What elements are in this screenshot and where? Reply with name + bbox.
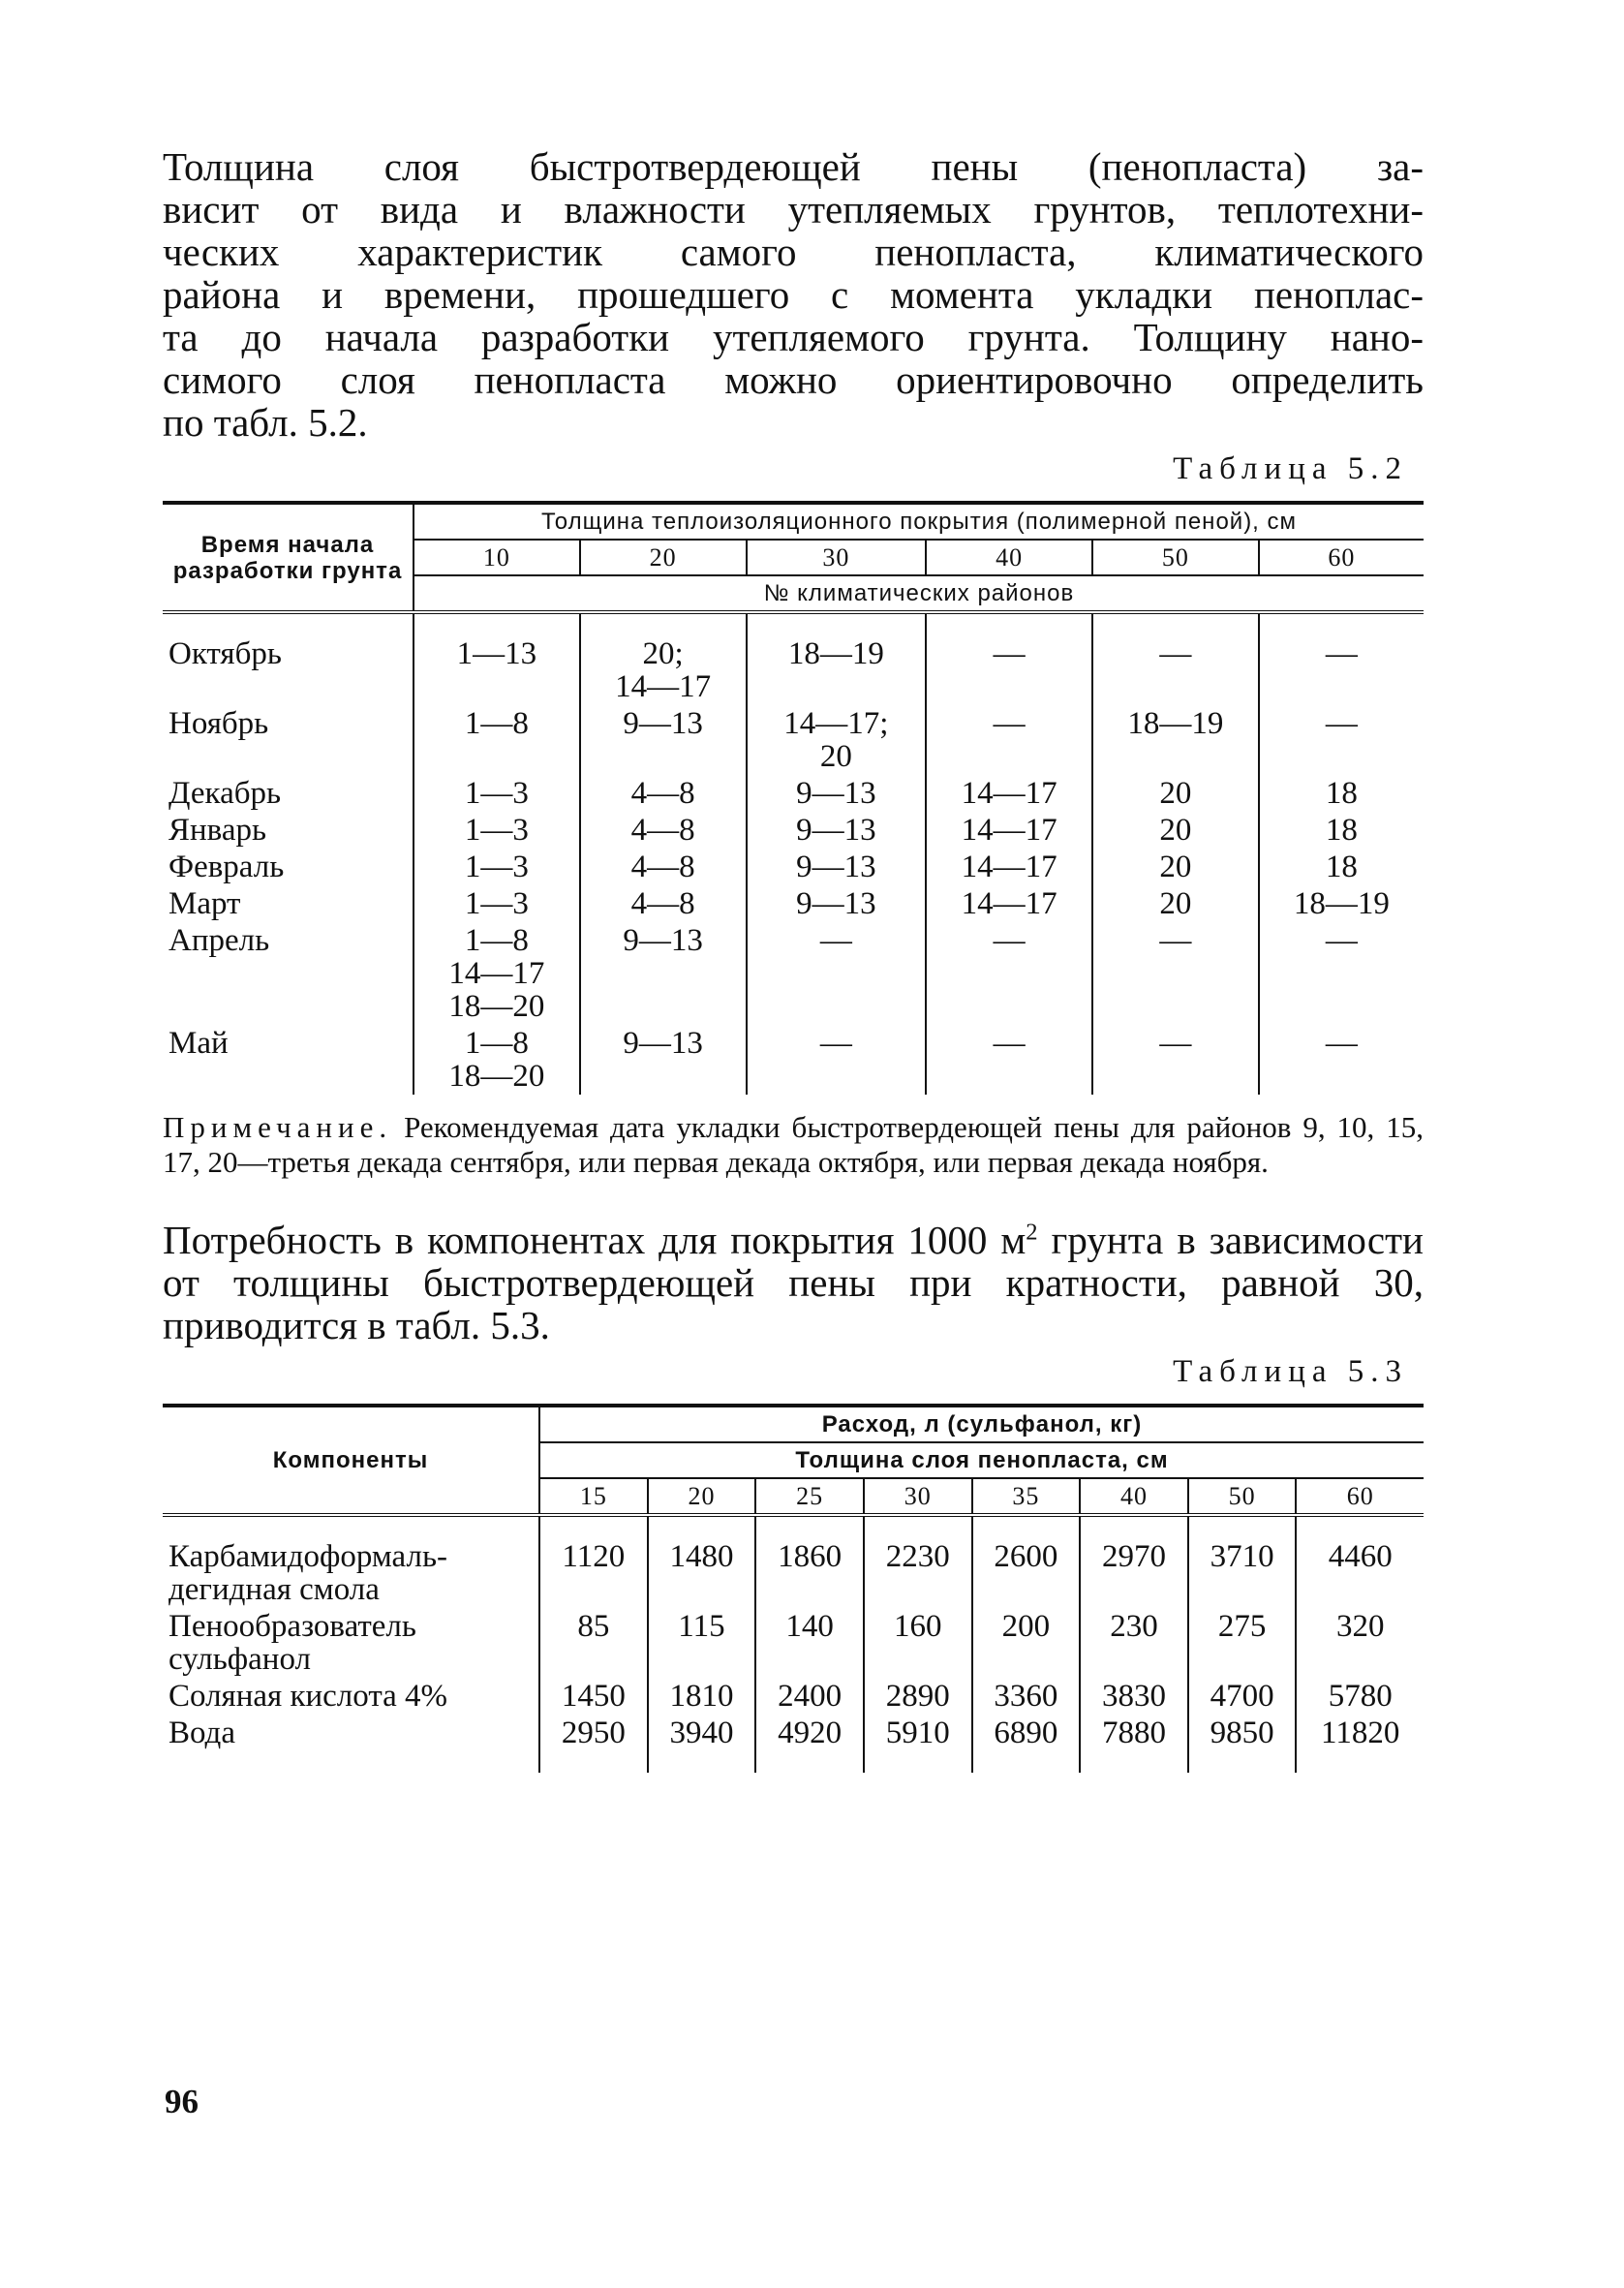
region-cell: 20; 14—17 — [580, 635, 747, 705]
value-cell: 115 — [648, 1608, 756, 1678]
value-cell: 1450 — [539, 1678, 648, 1715]
paragraph-line: та до начала разработки утепляемого грунта. Толщину нано- — [163, 315, 1424, 359]
region-cell: 4—8 — [580, 775, 747, 812]
paragraph-line: висит от вида и влажности утепляемых грунтов, теплотехни- — [163, 187, 1424, 232]
month-cell: Ноябрь — [169, 706, 269, 741]
paragraph-line: по табл. 5.2. — [163, 400, 368, 445]
region-cell: 18—19 — [1092, 705, 1259, 775]
region-cell: 1—3 — [414, 885, 580, 922]
value-cell: 5780 — [1296, 1678, 1424, 1715]
region-cell: 18 — [1259, 849, 1424, 885]
value-cell: 2230 — [864, 1538, 972, 1608]
table-row — [163, 812, 1424, 849]
table-row — [163, 849, 1424, 885]
thickness-header: 20 — [580, 540, 747, 575]
region-cell: — — [926, 635, 1092, 705]
month-cell: Апрель — [169, 923, 270, 958]
table-row — [163, 1715, 1424, 1751]
component-cell: Соляная кислота 4% — [169, 1679, 448, 1714]
region-cell: — — [747, 1025, 927, 1095]
table-row — [163, 705, 1424, 775]
region-cell: 4—8 — [580, 812, 747, 849]
month-cell: Март — [169, 886, 241, 921]
component-cell: Пенообразователь сульфанол — [169, 1609, 416, 1677]
region-cell: 9—13 — [747, 812, 927, 849]
region-cell: 9—13 — [747, 849, 927, 885]
value-cell: 85 — [539, 1608, 648, 1678]
value-cell: 3940 — [648, 1715, 756, 1751]
region-cell: 14—17; 20 — [747, 705, 927, 775]
thickness-header: 10 — [414, 540, 580, 575]
value-cell: 230 — [1080, 1608, 1188, 1678]
table-row — [163, 1025, 1424, 1095]
thickness-header: 60 — [1296, 1478, 1424, 1515]
table-5-3-header-components: Компоненты — [272, 1447, 429, 1473]
value-cell: 2950 — [539, 1715, 648, 1751]
region-cell: 9—13 — [747, 885, 927, 922]
component-cell: Вода — [169, 1716, 235, 1750]
thickness-header: 25 — [755, 1478, 864, 1515]
region-cell: 9—13 — [747, 775, 927, 812]
table-5-2 — [163, 501, 1424, 1095]
value-cell: 275 — [1188, 1608, 1297, 1678]
thickness-header: 40 — [926, 540, 1092, 575]
value-cell: 3360 — [972, 1678, 1081, 1715]
value-cell: 4700 — [1188, 1678, 1297, 1715]
region-cell: 1—13 — [414, 635, 580, 705]
region-cell: — — [1259, 705, 1424, 775]
table-5-3-header-thickness: Толщина слоя пенопласта, см — [539, 1442, 1424, 1478]
superscript: 2 — [1026, 1219, 1038, 1246]
region-cell: — — [926, 1025, 1092, 1095]
table-row — [163, 775, 1424, 812]
paragraph-line: Толщина слоя быстротвердеющей пены (пенопласта) за- — [163, 144, 1424, 189]
table-row — [163, 1678, 1424, 1715]
region-cell: 18 — [1259, 775, 1424, 812]
paragraph-text: Потребность в компонентах для покрытия 1000 м — [163, 1218, 1026, 1262]
table-5-3-caption: Таблица 5.3 — [1173, 1354, 1408, 1389]
region-cell: 20 — [1092, 775, 1259, 812]
value-cell: 200 — [972, 1608, 1081, 1678]
component-cell: Карбамидоформаль- дегидная смола — [169, 1539, 447, 1607]
table-5-2-header-regions: № климатических районов — [414, 575, 1424, 612]
region-cell: — — [1259, 1025, 1424, 1095]
value-cell: 1480 — [648, 1538, 756, 1608]
table-5-2-header-thickness: Толщина теплоизоляционного покрытия (полимерной пеной), см — [414, 503, 1424, 540]
region-cell: — — [1092, 1025, 1259, 1095]
region-cell: 14—17 — [926, 812, 1092, 849]
table-row — [163, 885, 1424, 922]
region-cell: — — [926, 922, 1092, 1025]
table-row — [163, 635, 1424, 705]
region-cell: — — [926, 705, 1092, 775]
value-cell: 3830 — [1080, 1678, 1188, 1715]
region-cell: 14—17 — [926, 775, 1092, 812]
value-cell: 320 — [1296, 1608, 1424, 1678]
region-cell: 1—3 — [414, 775, 580, 812]
note-label: Примечание. — [163, 1110, 393, 1144]
region-cell: 1—8 18—20 — [414, 1025, 580, 1095]
region-cell: 14—17 — [926, 885, 1092, 922]
month-cell: Декабрь — [169, 776, 282, 811]
value-cell: 9850 — [1188, 1715, 1297, 1751]
table-5-3-header-consumption: Расход, л (сульфанол, кг) — [539, 1406, 1424, 1442]
paragraph-text-cont: грунта в зависимости от толщины быстротвердеющей пены при кратности, равной 30, приводится в табл. 5.3. — [163, 1218, 1424, 1347]
value-cell: 11820 — [1296, 1715, 1424, 1751]
page-number: 96 — [165, 2083, 199, 2120]
month-cell: Январь — [169, 813, 267, 848]
thickness-header: 20 — [648, 1478, 756, 1515]
table-5-2-caption: Таблица 5.2 — [1173, 451, 1408, 486]
thickness-header: 30 — [747, 540, 927, 575]
value-cell: 1860 — [755, 1538, 864, 1608]
components-paragraph — [163, 1219, 1424, 1346]
thickness-header: 15 — [539, 1478, 648, 1515]
note-text: Рекомендуемая дата укладки быстротвердеющей пены для районов 9, 10, 15, 17, 20—третья декада сентября, или первая декада октября, или первая декада ноября. — [163, 1110, 1424, 1179]
region-cell: — — [1092, 922, 1259, 1025]
page-content — [163, 145, 1424, 1773]
value-cell: 1810 — [648, 1678, 756, 1715]
region-cell: 18—19 — [1259, 885, 1424, 922]
value-cell: 140 — [755, 1608, 864, 1678]
region-cell: 20 — [1092, 885, 1259, 922]
thickness-header: 50 — [1092, 540, 1259, 575]
region-cell: — — [1259, 922, 1424, 1025]
value-cell: 6890 — [972, 1715, 1081, 1751]
month-cell: Май — [169, 1026, 229, 1061]
value-cell: 2970 — [1080, 1538, 1188, 1608]
intro-paragraph — [163, 145, 1424, 444]
thickness-header: 30 — [864, 1478, 972, 1515]
region-cell: 1—3 — [414, 849, 580, 885]
thickness-header: 35 — [972, 1478, 1081, 1515]
region-cell: 18 — [1259, 812, 1424, 849]
value-cell: 1120 — [539, 1538, 648, 1608]
table-note — [163, 1110, 1424, 1180]
table-row — [163, 1608, 1424, 1678]
thickness-header: 40 — [1080, 1478, 1188, 1515]
region-cell: 1—8 — [414, 705, 580, 775]
month-cell: Октябрь — [169, 636, 282, 671]
paragraph-line: симого слоя пенопласта можно ориентировочно определить — [163, 357, 1424, 402]
value-cell: 2890 — [864, 1678, 972, 1715]
value-cell: 2600 — [972, 1538, 1081, 1608]
thickness-header: 50 — [1188, 1478, 1297, 1515]
region-cell: 9—13 — [580, 922, 747, 1025]
table-5-3 — [163, 1404, 1424, 1773]
value-cell: 2400 — [755, 1678, 864, 1715]
region-cell: — — [1259, 635, 1424, 705]
region-cell: 4—8 — [580, 885, 747, 922]
value-cell: 5910 — [864, 1715, 972, 1751]
region-cell: 20 — [1092, 812, 1259, 849]
region-cell: 4—8 — [580, 849, 747, 885]
region-cell: — — [747, 922, 927, 1025]
table-5-2-header-time: Время начала разработки грунта — [172, 531, 403, 584]
value-cell: 160 — [864, 1608, 972, 1678]
region-cell: 9—13 — [580, 1025, 747, 1095]
value-cell: 7880 — [1080, 1715, 1188, 1751]
value-cell: 4460 — [1296, 1538, 1424, 1608]
region-cell: — — [1092, 635, 1259, 705]
paragraph-line: ческих характеристик самого пенопласта, климатического — [163, 230, 1424, 274]
month-cell: Февраль — [169, 850, 285, 884]
value-cell: 4920 — [755, 1715, 864, 1751]
region-cell: 20 — [1092, 849, 1259, 885]
region-cell: 1—8 14—17 18—20 — [414, 922, 580, 1025]
table-row — [163, 1538, 1424, 1608]
thickness-header: 60 — [1259, 540, 1424, 575]
table-row — [163, 922, 1424, 1025]
region-cell: 1—3 — [414, 812, 580, 849]
region-cell: 9—13 — [580, 705, 747, 775]
paragraph-line: района и времени, прошедшего с момента укладки пеноплас- — [163, 272, 1424, 317]
region-cell: 14—17 — [926, 849, 1092, 885]
value-cell: 3710 — [1188, 1538, 1297, 1608]
region-cell: 18—19 — [747, 635, 927, 705]
